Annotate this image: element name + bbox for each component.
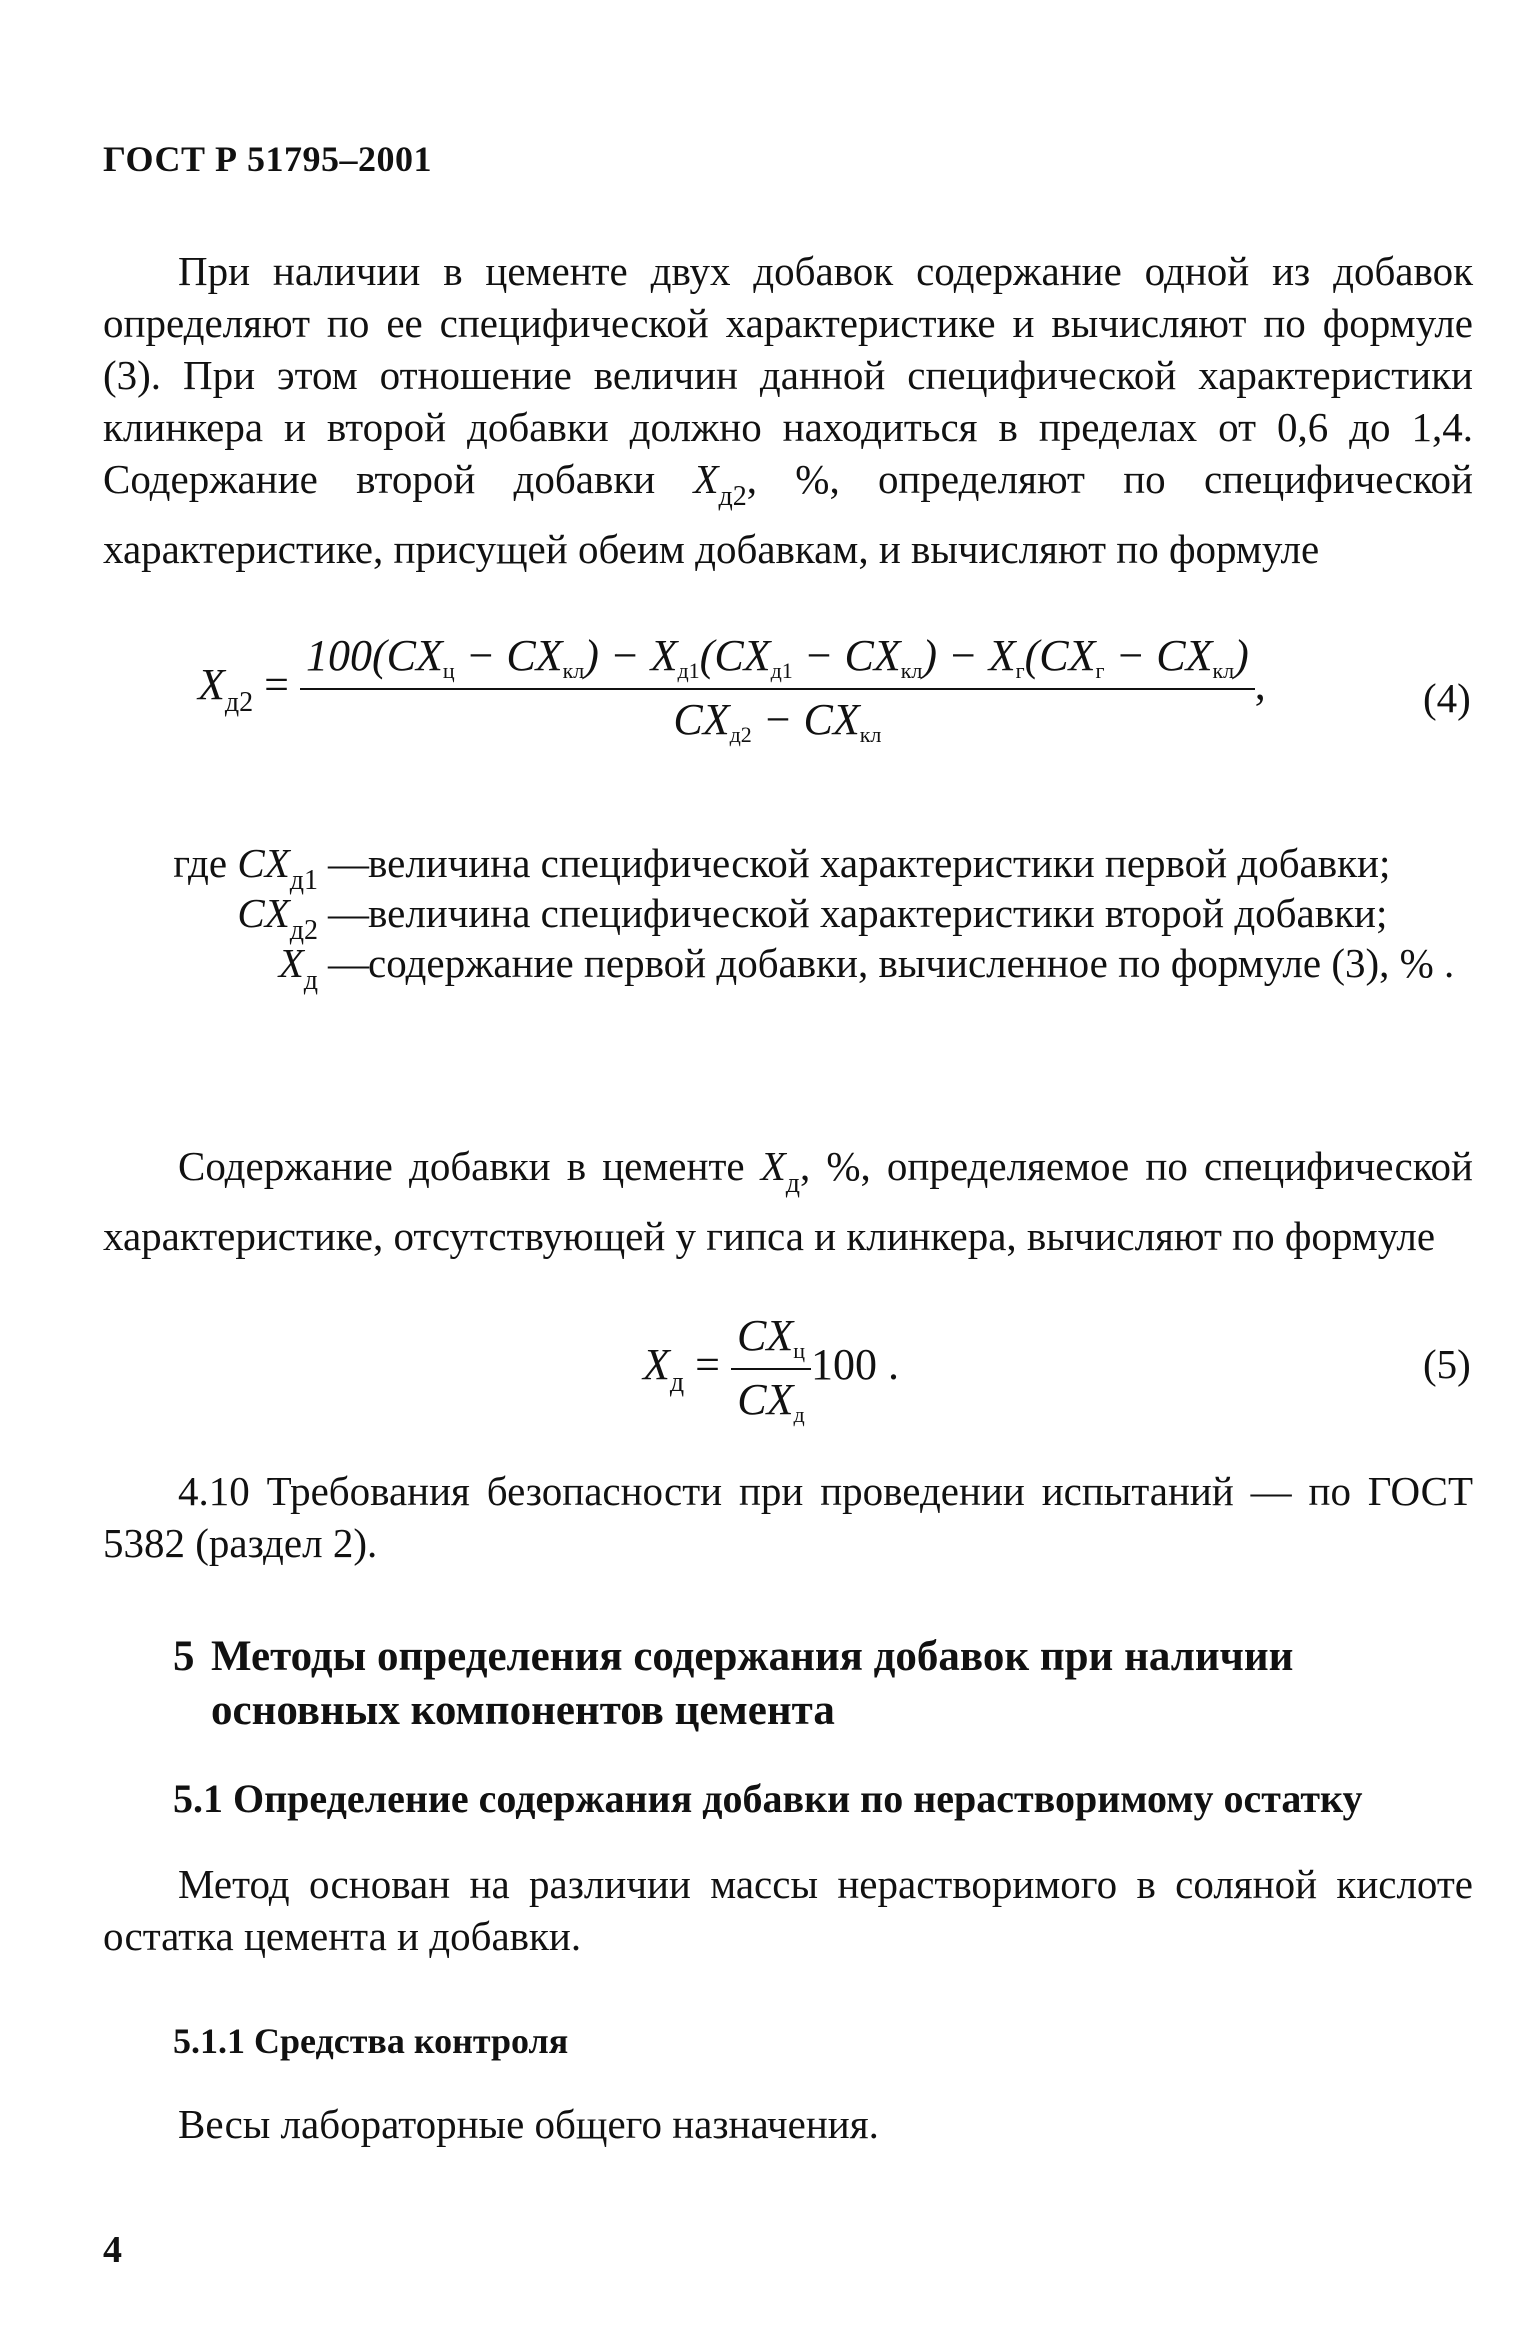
paragraph-scales: Весы лабораторные общего назначения. [178,2101,879,2147]
num-term: (CX [699,631,771,680]
formula-5-lhs: X [643,1340,670,1390]
formula-4-lhs-sub: д2 [224,687,254,719]
where-symbol-var: X [278,940,304,986]
den-sub: д [793,1402,805,1427]
formula-4-denominator [300,690,1255,748]
num-sub: кл [562,658,585,683]
formula-4-eq: = [264,660,289,710]
document-page [103,0,1473,2327]
section-5-1-1-heading: 5.1.1 Средства контроля [173,2021,569,2061]
where-dash: — [328,890,369,936]
where-symbol-sub: д1 [289,865,318,896]
den-term: CX [673,695,730,744]
formula-5-number: (5) [1423,1341,1471,1387]
where-description: величина специфической характеристики второй добавки; [368,890,1388,936]
paragraph-intro-tail: , %, определяют по специфической характеристике, присущей обеим добавкам, и вычисляют по формуле [103,456,1474,572]
num-term: − CX [792,631,901,680]
num-sub: кл [1212,658,1235,683]
formula-4-comma: , [1254,660,1266,710]
den-sub: кл [859,722,882,747]
num-sub: г [1095,658,1105,683]
num-sub: ц [793,1338,805,1363]
section-5-1-heading: 5.1 Определение содержания добавки по нерастворимому остатку [173,1776,1363,1821]
paragraph-additive-head: Содержание добавки в цементе [178,1143,745,1189]
num-term: ) − X [584,631,678,680]
num-term: ) [1234,631,1249,680]
where-description: содержание первой добавки, вычисленное по формуле (3), % . [368,940,1455,986]
page-number: 4 [103,2229,122,2271]
where-dash: — [328,840,369,886]
section-5-number: 5 [173,1633,195,1680]
section-5-title-line2: основных компонентов цемента [211,1687,835,1734]
num-term: ) − X [922,631,1016,680]
den-term: CX [737,1375,794,1424]
section-5-title-line1: Методы определения содержания добавок при наличии [211,1633,1294,1680]
where-lead: где [173,840,228,886]
formula-5-denominator [731,1370,811,1428]
num-term: (CX [1024,631,1096,680]
where-description: величина специфической характеристики первой добавки; [368,840,1391,886]
where-symbol-sub: д2 [289,915,318,946]
num-term: − CX [454,631,563,680]
formula-4-numerator [300,630,1255,690]
document-header: ГОСТ Р 51795–2001 [103,139,432,179]
section-5-heading [173,1630,1473,1738]
den-sub: д2 [729,722,752,747]
formula-5-lhs-sub: д [669,1367,685,1399]
formula-4 [198,630,1266,748]
num-sub: ц [442,658,455,683]
paragraph-additive [103,1140,1473,1262]
paragraph-intro-text: При наличии в цементе двух добавок содержание одной из добавок определяют по ее специфической характеристике и вычисляют по формуле (3). При этом отношение величин данной специфической характеристики клинкера и второй добавки должно находиться в пределах от 0,6 до 1,4. Содержание второй добавки [103,248,1473,502]
num-term: − CX [1104,631,1213,680]
paragraph-additive-tail: , %, определяемое по специфической характеристике, отсутствующей у гипса и клинкера, вычисляют по формуле [103,1143,1474,1259]
where-dash: — [328,940,369,986]
num-term: 100(CX [305,631,443,680]
formula-5-numerator [731,1310,811,1370]
paragraph-additive-var-sub: д [785,1168,801,1199]
formula-4-fraction [300,630,1255,748]
num-sub: кл [900,658,923,683]
where-row-1 [103,838,1473,896]
paragraph-additive-var: X [760,1143,786,1189]
formula-4-number: (4) [1423,675,1471,721]
paragraph-intro [103,245,1473,575]
paragraph-intro-var: X [693,456,719,502]
formula-5-eq: = [695,1340,720,1390]
formula-4-lhs: X [198,660,225,710]
where-row-2 [103,888,1473,946]
num-term: CX [736,1311,794,1360]
num-sub: д1 [770,658,793,683]
paragraph-intro-var-sub: д2 [718,481,747,512]
den-term: − CX [751,695,860,744]
where-list [103,838,1473,996]
where-symbol-var: CX [237,840,290,886]
where-row-3 [103,938,1473,996]
num-sub: д1 [677,658,700,683]
paragraph-safety: 4.10 Требования безопасности при проведении испытаний — по ГОСТ 5382 (раздел 2). [103,1468,1473,1566]
where-symbol-var: CX [237,890,290,936]
formula-5-fraction [731,1310,811,1428]
where-symbol-sub: д [303,965,318,996]
formula-5 [643,1310,899,1428]
paragraph-method: Метод основан на различии массы нерастворимого в соляной кислоте остатка цемента и добавки. [103,1861,1473,1959]
where-symbol [103,938,318,1006]
num-sub: г [1015,658,1025,683]
formula-5-factor: 100 . [810,1340,899,1390]
